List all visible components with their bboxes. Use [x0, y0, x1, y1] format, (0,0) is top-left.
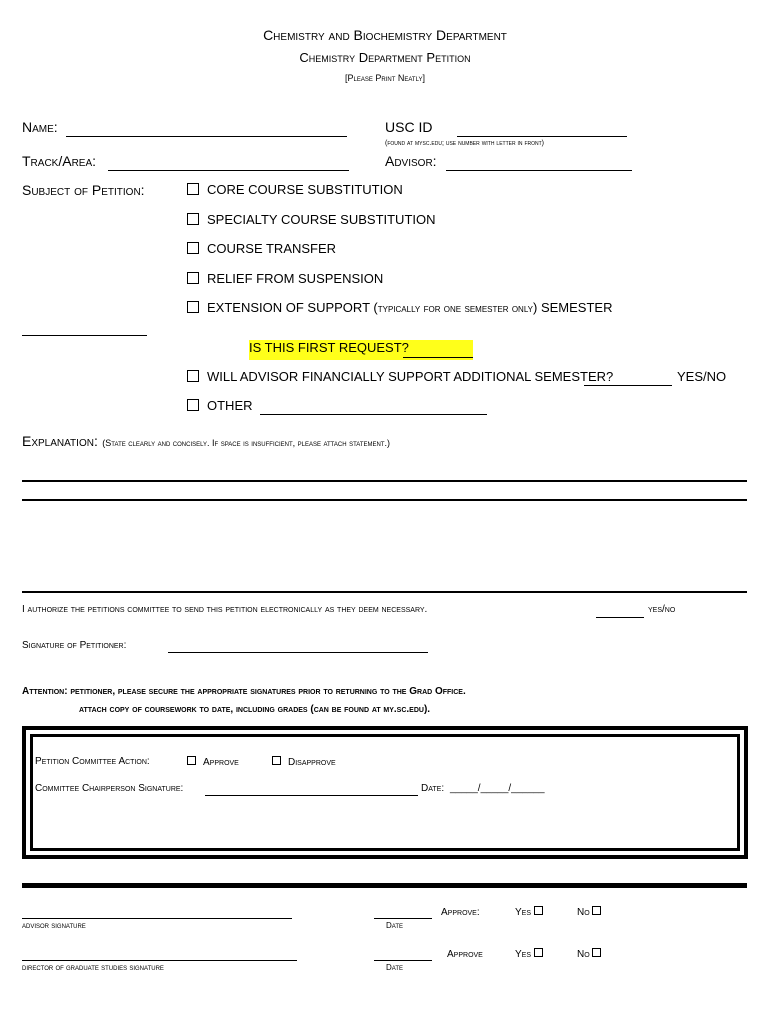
director-date-label: Date [386, 963, 404, 972]
petitioner-signature-field[interactable] [168, 640, 428, 653]
usc-id-note: (found at mysc.edu; use number with letter in front) [385, 140, 545, 147]
name-label: Name: [22, 119, 58, 135]
explanation-line-1[interactable] [22, 480, 747, 482]
advisor-support-yes-no: YES/NO [677, 369, 727, 384]
director-yes-option[interactable]: Yes [515, 948, 550, 960]
option-advisor-support[interactable]: WILL ADVISOR FINANCIALLY SUPPORT ADDITIONAL SEMESTER? [187, 369, 613, 384]
advisor-support-field[interactable] [584, 369, 672, 386]
authorization-text: I authorize the petitions committee to send this petition electronically as they deem necessary. [22, 604, 428, 615]
checkbox-other[interactable] [187, 399, 199, 411]
checkbox-advisor-yes[interactable] [534, 906, 543, 915]
checkbox-director-yes[interactable] [534, 948, 543, 957]
committee-action-label: Petition Committee Action: [35, 756, 150, 767]
chairperson-signature-label: Committee Chairperson Signature: [35, 783, 184, 794]
director-signature-label: director of graduate studies signature [22, 963, 164, 972]
first-request-field[interactable] [403, 341, 473, 358]
checkbox-director-no[interactable] [592, 948, 601, 957]
checkbox-course-transfer[interactable] [187, 242, 199, 254]
advisor-signature-label: advisor signature [22, 921, 86, 930]
usc-id-label: USC ID [385, 119, 433, 135]
print-neatly-note: [Please Print Neatly] [345, 73, 425, 83]
advisor-yes-option[interactable]: Yes [515, 906, 550, 918]
advisor-approve-label: Approve: [441, 907, 480, 918]
chairperson-date-field[interactable]: _____/_____/______ [450, 783, 545, 794]
other-field[interactable] [260, 398, 487, 415]
advisor-field[interactable] [446, 153, 632, 171]
director-date-field[interactable] [374, 948, 432, 961]
attention-line-2: attach copy of coursework to date, including grades (can be found at my.sc.edu). [79, 704, 431, 715]
advisor-no-option[interactable]: No [577, 906, 608, 918]
option-relief-suspension[interactable]: RELIEF FROM SUSPENSION [187, 271, 383, 286]
advisor-signature-field[interactable] [22, 906, 292, 919]
subject-label: Subject of Petition: [22, 182, 145, 198]
director-signature-field[interactable] [22, 948, 297, 961]
option-course-transfer[interactable]: COURSE TRANSFER [187, 241, 336, 256]
attention-line-1: Attention: petitioner, please secure the appropriate signatures prior to returning to the Grad Office. [22, 686, 466, 697]
advisor-date-field[interactable] [374, 906, 432, 919]
authorization-yes-no: yes/no [648, 604, 676, 615]
first-request-label: IS THIS FIRST REQUEST? [249, 340, 409, 355]
explanation-line-2[interactable] [22, 499, 747, 501]
option-other[interactable]: OTHER [187, 398, 253, 413]
explanation-heading [22, 433, 390, 451]
option-core-course[interactable]: CORE COURSE SUBSTITUTION [187, 182, 403, 197]
checkbox-committee-disapprove[interactable] [272, 756, 281, 765]
chairperson-signature-field[interactable] [205, 783, 418, 796]
checkbox-advisor-no[interactable] [592, 906, 601, 915]
committee-approve-option[interactable]: Approve [187, 756, 239, 768]
checkbox-specialty-course[interactable] [187, 213, 199, 225]
petition-title: Chemistry Department Petition [299, 50, 471, 65]
option-specialty-course[interactable]: SPECIALTY COURSE SUBSTITUTION [187, 212, 436, 227]
department-title: Chemistry and Biochemistry Department [263, 27, 507, 43]
section-divider [22, 883, 747, 888]
track-area-field[interactable] [108, 153, 349, 171]
chairperson-date-label: Date: [421, 783, 445, 794]
track-area-label: Track/Area: [22, 153, 97, 169]
checkbox-committee-approve[interactable] [187, 756, 196, 765]
checkbox-advisor-support[interactable] [187, 370, 199, 382]
explanation-label: Explanation: [22, 433, 98, 449]
director-no-option[interactable]: No [577, 948, 608, 960]
petitioner-signature-label: Signature of Petitioner: [22, 640, 127, 651]
director-approve-label: Approve [447, 949, 483, 960]
explanation-note: (State clearly and concisely. If space is insufficient, please attach statement.) [102, 438, 391, 448]
extension-semester-field[interactable] [22, 323, 147, 336]
explanation-line-3[interactable] [22, 591, 747, 593]
checkbox-relief-suspension[interactable] [187, 272, 199, 284]
name-field[interactable] [66, 119, 347, 137]
committee-disapprove-option[interactable]: Disapprove [272, 756, 336, 768]
option-extension-support[interactable]: EXTENSION OF SUPPORT (typically for one semester only) SEMESTER [187, 300, 612, 315]
usc-id-field[interactable] [457, 119, 627, 137]
checkbox-extension-support[interactable] [187, 301, 199, 313]
advisor-label: Advisor: [385, 153, 437, 169]
authorization-field[interactable] [596, 605, 644, 618]
advisor-date-label: Date [386, 921, 404, 930]
checkbox-core-course[interactable] [187, 183, 199, 195]
